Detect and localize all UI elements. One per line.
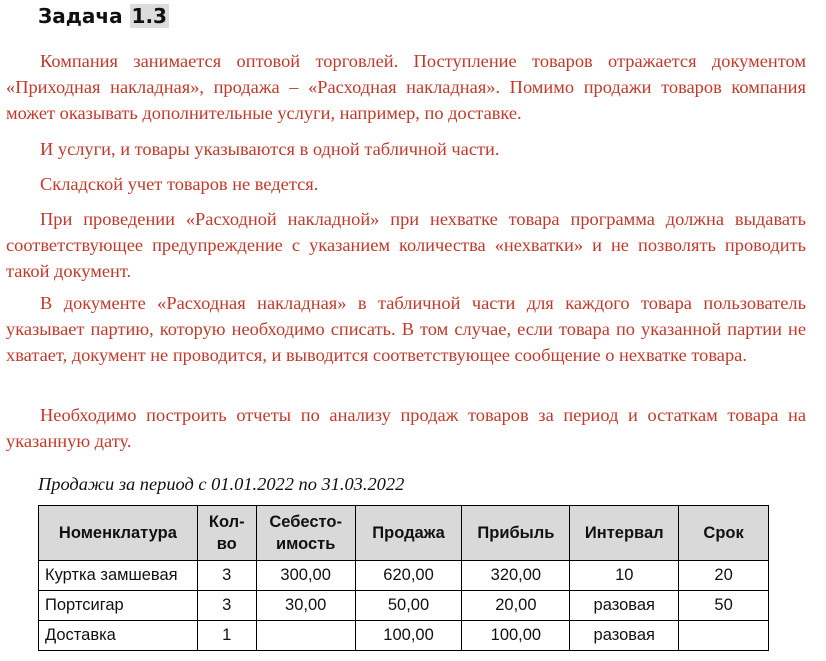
column-header [462, 506, 570, 561]
column-header [39, 506, 198, 561]
table-cell: 300,00 [256, 561, 355, 591]
table-cell [256, 621, 355, 651]
paragraph-shortage: При проведении «Расходной накладной» при нехватке товара программа должна выдавать соответствующее предупреждение с указанием количества «нехватки» и не позволять проводить такой документ. [6, 209, 806, 281]
table-cell: 620,00 [355, 561, 462, 591]
table-cell: 320,00 [462, 561, 570, 591]
column-header-text: во [216, 535, 237, 553]
table-cell: 50 [679, 591, 769, 621]
column-header-text: Номенклатура [58, 524, 177, 542]
table-cell: 100,00 [355, 621, 462, 651]
table-cell: 10 [570, 561, 679, 591]
column-header [197, 506, 256, 561]
column-header-text: Кол- [208, 513, 245, 531]
column-header [679, 506, 769, 561]
table-cell: Портсигар [39, 591, 198, 621]
table-cell: 1 [197, 621, 256, 651]
sales-table [38, 505, 769, 651]
paragraph-batch: В документе «Расходная накладная» в табличной части для каждого товара пользователь указывает партию, которую необходимо списать. В том случае, если товара по указанной партии не хватает, документ не проводится, и выводится соответствующее сообщение о нехватке товара. [6, 293, 806, 365]
table-cell: Доставка [39, 621, 198, 651]
table-row [39, 561, 769, 591]
paragraph-intro: Компания занимается оптовой торговлей. Поступление товаров отражается документом «Приходная накладная», продажа – «Расходная накладная». Помимо продажи товаров компания может оказывать дополнительные услуги, например, по доставке. [6, 51, 806, 123]
table-cell: 20 [679, 561, 769, 591]
table-cell: Куртка замшевая [39, 561, 198, 591]
table-cell: 100,00 [462, 621, 570, 651]
table-row [39, 621, 769, 651]
task-heading-prefix: Задача [38, 4, 130, 28]
column-header-text: Продажа [372, 524, 445, 542]
paragraph-reports: Необходимо построить отчеты по анализу продаж товаров за период и остаткам товара на указанную дату. [6, 405, 806, 451]
column-header-text: Себесто- [269, 513, 342, 531]
column-header [355, 506, 462, 561]
table-cell: 30,00 [256, 591, 355, 621]
task-number: 1.3 [131, 4, 167, 28]
task-heading [38, 4, 169, 28]
paragraph-services: И услуги, и товары указываются в одной табличной части. [40, 139, 500, 159]
table-cell: 50,00 [355, 591, 462, 621]
column-header [570, 506, 679, 561]
paragraph-no-stock: Складской учет товаров не ведется. [40, 174, 319, 194]
column-header [256, 506, 355, 561]
column-header-text: имость [275, 535, 336, 553]
table-header [39, 506, 769, 561]
table-caption: Продажи за период с 01.01.2022 по 31.03.2022 [38, 474, 405, 494]
table-cell [679, 621, 769, 651]
table-cell: разовая [570, 591, 679, 621]
header-row [39, 506, 769, 561]
table-body [39, 561, 769, 651]
table-cell: 20,00 [462, 591, 570, 621]
column-header-text: Интервал [584, 524, 664, 542]
table-cell: 3 [197, 591, 256, 621]
table-cell: разовая [570, 621, 679, 651]
column-header-text: Прибыль [477, 524, 555, 542]
table-cell: 3 [197, 561, 256, 591]
column-header-text: Срок [703, 524, 744, 542]
table-row [39, 591, 769, 621]
